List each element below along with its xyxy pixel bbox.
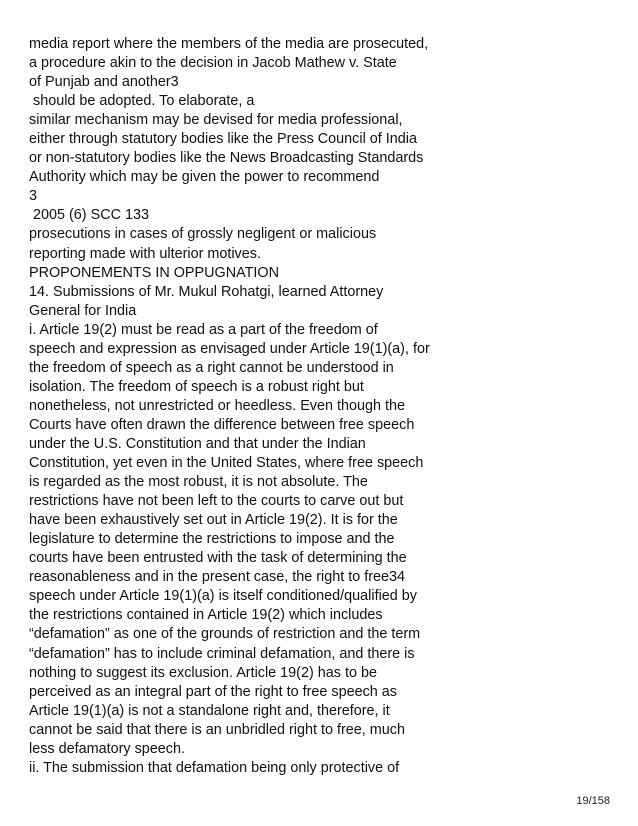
text-line: media report where the members of the media are prosecuted, — [29, 36, 429, 52]
text-line: or non-statutory bodies like the News Broadcasting Standards — [29, 150, 424, 167]
text-line: 2005 (6) SCC 133 — [29, 207, 149, 224]
text-line: less defamatory speech. — [29, 740, 185, 757]
text-line: is regarded as the most robust, it is not absolute. The — [29, 474, 368, 491]
text-line: cannot be said that there is an unbridled right to free, much — [29, 721, 405, 738]
text-line: the restrictions contained in Article 19(2) which includes — [29, 607, 383, 624]
text-line: Courts have often drawn the difference between free speech — [29, 416, 415, 433]
text-line: restrictions have not been left to the courts to carve out but — [29, 493, 404, 510]
page-number: 19/158 — [576, 795, 610, 807]
text-line: ii. The submission that defamation being only protective of — [29, 759, 400, 776]
text-line: PROPONEMENTS IN OPPUGNATION — [29, 264, 279, 281]
text-line: have been exhaustively set out in Article 19(2). It is for the — [29, 512, 398, 529]
text-line: Constitution, yet even in the United States, where free speech — [29, 455, 424, 472]
text-line: 3 — [29, 188, 38, 205]
text-line: Article 19(1)(a) is not a standalone right and, therefore, it — [29, 702, 390, 719]
text-line: “defamation” as one of the grounds of restriction and the term — [29, 626, 421, 643]
text-line: legislature to determine the restrictions to impose and the — [29, 531, 395, 548]
text-line: of Punjab and another3 — [29, 74, 179, 91]
text-line: perceived as an integral part of the right to free speech as — [29, 683, 397, 700]
text-line: reporting made with ulterior motives. — [29, 245, 261, 262]
text-line: speech under Article 19(1)(a) is itself conditioned/qualified by — [29, 588, 417, 605]
text-line: nothing to suggest its exclusion. Article 19(2) has to be — [29, 664, 377, 681]
text-line: should be adopted. To elaborate, a — [29, 93, 255, 110]
text-line: either through statutory bodies like the Press Council of India — [29, 131, 417, 148]
text-line: Authority which may be given the power to recommend — [29, 169, 380, 186]
text-line: i. Article 19(2) must be read as a part of the freedom of — [29, 321, 378, 338]
text-line: the freedom of speech as a right cannot be understood in — [29, 359, 394, 376]
text-line: General for India — [29, 302, 137, 319]
document-body — [29, 35, 629, 778]
text-line: prosecutions in cases of grossly negligent or malicious — [29, 226, 377, 243]
text-line: similar mechanism may be devised for media professional, — [29, 112, 403, 129]
text-line: 14. Submissions of Mr. Mukul Rohatgi, learned Attorney — [29, 283, 384, 300]
text-line: reasonableness and in the present case, the right to free34 — [29, 569, 406, 586]
text-line: isolation. The freedom of speech is a robust right but — [29, 378, 364, 395]
text-line: courts have been entrusted with the task of determining the — [29, 550, 407, 567]
text-line: under the U.S. Constitution and that under the Indian — [29, 435, 366, 452]
text-line: nonetheless, not unrestricted or heedless. Even though the — [29, 397, 406, 414]
text-line: “defamation” has to include criminal defamation, and there is — [29, 645, 415, 662]
text-line: speech and expression as envisaged under Article 19(1)(a), for — [29, 340, 430, 357]
text-line: a procedure akin to the decision in Jacob Mathew v. State — [29, 55, 397, 72]
